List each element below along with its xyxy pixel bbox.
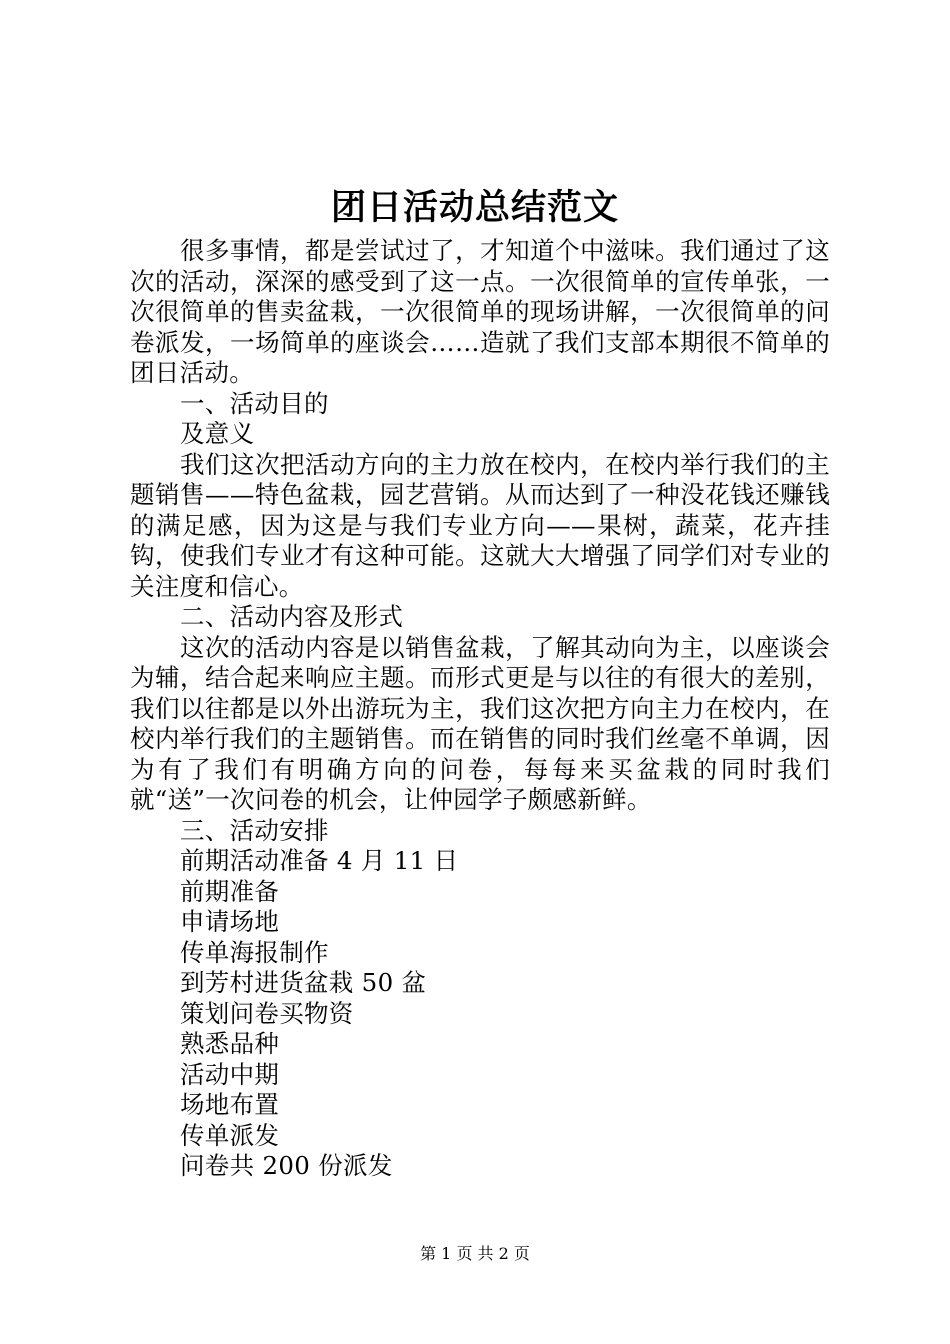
section-heading-purpose: 一、活动目的 [180,388,329,418]
section-heading-schedule: 三、活动安排 [180,815,329,845]
schedule-item: 前期活动准备 4 月 11 日 [180,846,459,875]
document-body [130,236,830,1182]
schedule-item: 申请场地 [180,907,280,936]
schedule-item: 活动中期 [180,1059,280,1089]
schedule-item: 到芳村进货盆栽 50 盆 [180,968,427,997]
schedule-item: 传单派发 [180,1120,280,1150]
schedule-item: 问卷共 200 份派发 [180,1151,393,1180]
schedule-item: 前期准备 [180,876,280,906]
purpose-paragraph: 我们这次把活动方向的主力放在校内，在校内举行我们的主题销售——特色盆栽，园艺营销。从而达到了一种没花钱还赚钱的满足感，因为这是与我们专业方向——果树，蔬菜，花卉挂钩，使我们专业才有这种可能。这就大大增强了同学们对专业的关注度和信心。 [130,449,830,601]
section-heading-purpose-continued: 及意义 [180,419,255,448]
schedule-item: 传单海报制作 [180,937,329,967]
schedule-item: 熟悉品种 [180,1029,280,1058]
schedule-item: 场地布置 [180,1090,280,1119]
document-title: 团日活动总结范文 [330,187,619,228]
schedule-item: 策划问卷买物资 [180,998,354,1028]
page-number-footer: 第 1 页 共 2 页 [420,1244,530,1263]
content-paragraph: 这次的活动内容是以销售盆栽，了解其动向为主，以座谈会为辅，结合起来响应主题。而形式更是与以往的有很大的差别，我们以往都是以外出游玩为主，我们这次把方向主力在校内，在校内举行我们的主题销售。而在销售的同时我们丝毫不单调，因为有了我们有明确方向的问卷，每每来买盆栽的同时我们就“送”一次问卷的机会，让仲园学子颇感新鲜。 [130,632,830,814]
section-heading-content: 二、活动内容及形式 [180,602,404,631]
intro-paragraph: 很多事情，都是尝试过了，才知道个中滋味。我们通过了这次的活动，深深的感受到了这一点。一次很简单的宣传单张，一次很简单的售卖盆栽，一次很简单的现场讲解，一次很简单的问卷派发，一场简单的座谈会……造就了我们支部本期很不简单的团日活动。 [130,236,830,387]
